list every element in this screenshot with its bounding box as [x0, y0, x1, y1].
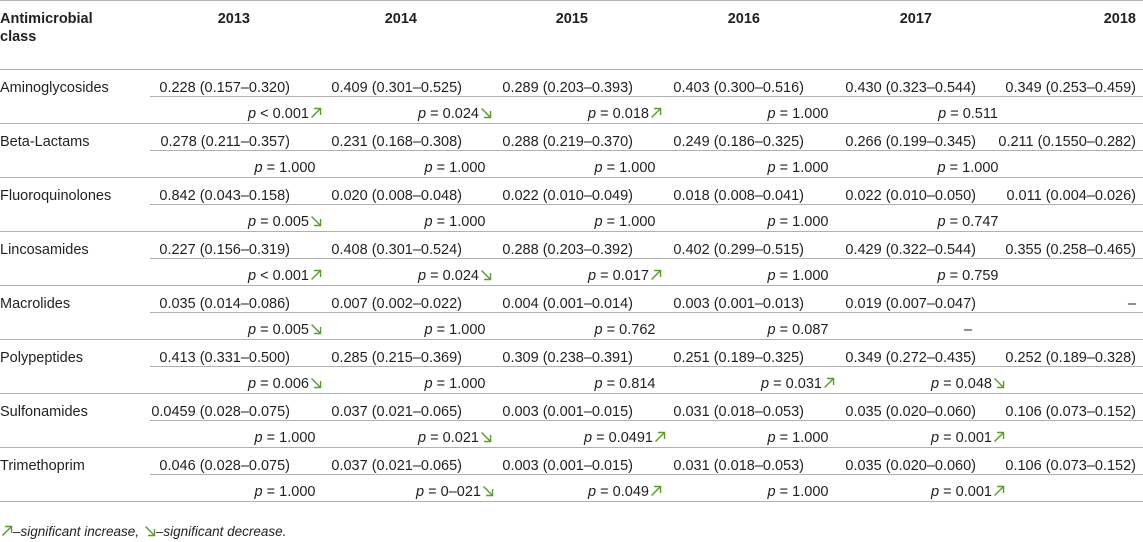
p-value	[768, 321, 829, 339]
p-value	[588, 483, 662, 501]
row-rule-inner	[150, 312, 1143, 313]
p-value	[595, 375, 656, 393]
p-value	[418, 429, 492, 447]
p-value	[588, 267, 662, 285]
p-value	[584, 429, 666, 447]
value-cell: 0.288 (0.219–0.370)	[502, 134, 633, 150]
p-value	[418, 105, 492, 123]
down-arrow-icon	[310, 377, 322, 389]
p-value-text: p = 0.087	[767, 322, 829, 338]
value-cell: 0.037 (0.021–0.065)	[331, 404, 462, 420]
value-cell: 0.289 (0.203–0.393)	[502, 80, 633, 96]
row-rule-inner	[150, 258, 1143, 259]
p-value	[931, 429, 1005, 447]
p-value-text: p = 1.000	[767, 268, 829, 284]
down-arrow-icon	[993, 377, 1005, 389]
p-value-text: p = 1.000	[767, 160, 829, 176]
p-value	[931, 375, 1005, 393]
value-cell: 0.046 (0.028–0.075)	[159, 458, 290, 474]
value-cell: 0.003 (0.001–0.015)	[502, 458, 633, 474]
year-header: 2017	[899, 11, 932, 27]
class-name: Sulfonamides	[0, 404, 88, 420]
row-rule-inner	[150, 96, 1143, 97]
header-rule	[0, 69, 1143, 70]
value-cell: 0.037 (0.021–0.065)	[331, 458, 462, 474]
value-cell: 0.842 (0.043–0.158)	[159, 188, 290, 204]
down-arrow-icon	[480, 269, 492, 281]
value-cell: 0.227 (0.156–0.319)	[159, 242, 290, 258]
p-value	[425, 375, 486, 393]
p-value	[425, 159, 486, 177]
up-arrow-icon	[993, 431, 1005, 443]
class-name: Trimethoprim	[0, 458, 85, 474]
up-arrow-icon	[654, 431, 666, 443]
p-value	[248, 375, 322, 393]
class-name: Macrolides	[0, 296, 71, 312]
value-cell: 0.011 (0.004–0.026)	[1006, 188, 1136, 204]
row-rule-inner	[150, 474, 1143, 475]
value-cell: 0.020 (0.008–0.048)	[331, 188, 462, 204]
value-cell: 0.0459 (0.028–0.075)	[151, 404, 290, 420]
value-cell: 0.266 (0.199–0.345)	[845, 134, 976, 150]
p-value-text: p = 0.017	[588, 268, 649, 284]
year-header: 2014	[384, 11, 417, 27]
p-value	[768, 213, 829, 231]
p-value	[248, 267, 322, 285]
p-value	[938, 213, 999, 231]
top-rule	[0, 0, 1143, 1]
value-cell: 0.106 (0.073–0.152)	[1005, 458, 1136, 474]
p-value	[931, 483, 1005, 501]
p-value	[248, 105, 322, 123]
up-arrow-icon	[0, 524, 13, 539]
p-value	[761, 375, 835, 393]
p-value-text: p = 0.762	[594, 322, 656, 338]
p-value-text: p = 0.018	[588, 106, 649, 122]
p-value	[255, 429, 316, 447]
value-cell: 0.031 (0.018–0.053)	[673, 458, 804, 474]
p-value	[768, 483, 829, 501]
row-rule	[0, 393, 1143, 394]
value-cell: 0.228 (0.157–0.320)	[159, 80, 290, 96]
value-cell: 0.004 (0.001–0.014)	[502, 296, 633, 312]
p-value-text: p = 0.001	[931, 484, 992, 500]
row-rule-inner	[150, 204, 1143, 205]
down-arrow-icon	[482, 485, 494, 497]
p-value-text: p < 0.001	[248, 106, 309, 122]
p-value-text: p = 1.000	[767, 106, 829, 122]
p-value	[416, 483, 494, 501]
p-value-text: p = 0.005	[248, 214, 309, 230]
p-value-text: p = 1.000	[767, 214, 829, 230]
p-value-text: p = 0.049	[588, 484, 649, 500]
down-arrow-icon	[144, 525, 156, 537]
value-cell: 0.035 (0.014–0.086)	[159, 296, 290, 312]
value-cell: 0.409 (0.301–0.525)	[331, 80, 462, 96]
value-cell: 0.211 (0.1550–0.282)	[998, 134, 1136, 150]
p-value-text: p = 1.000	[254, 160, 316, 176]
p-value-text: p = 0–021	[416, 484, 481, 500]
p-value-text: –	[963, 322, 973, 338]
up-arrow-icon	[993, 485, 1005, 497]
up-arrow-icon	[1, 525, 13, 537]
p-value-text: p = 1.000	[424, 376, 486, 392]
p-value	[248, 321, 322, 339]
class-name: Beta-Lactams	[0, 134, 90, 150]
value-cell: –	[1127, 296, 1136, 312]
value-cell: 0.022 (0.010–0.049)	[502, 188, 633, 204]
bottom-rule	[0, 501, 1143, 502]
value-cell: 0.408 (0.301–0.524)	[331, 242, 462, 258]
footnote-decrease: –significant decrease.	[155, 524, 287, 539]
p-value	[255, 159, 316, 177]
value-cell: 0.349 (0.272–0.435)	[845, 350, 976, 366]
p-value-text: p = 0.0491	[584, 430, 653, 446]
p-value	[938, 159, 999, 177]
p-value	[595, 213, 656, 231]
p-value	[938, 105, 998, 123]
header-class-line1: Antimicrobial	[0, 11, 93, 27]
value-cell: 0.288 (0.203–0.392)	[502, 242, 633, 258]
value-cell: 0.031 (0.018–0.053)	[673, 404, 804, 420]
down-arrow-icon	[310, 215, 322, 227]
down-arrow-icon	[480, 107, 492, 119]
p-value	[768, 159, 829, 177]
down-arrow-icon	[480, 431, 492, 443]
p-value	[768, 267, 829, 285]
value-cell: 0.019 (0.007–0.047)	[845, 296, 976, 312]
row-rule	[0, 285, 1143, 286]
down-arrow-icon	[143, 524, 156, 539]
p-value-text: p = 1.000	[424, 160, 486, 176]
header-class-line2: class	[0, 29, 37, 45]
p-value-text: p = 0.006	[248, 376, 309, 392]
p-value-text: p = 0.001	[931, 430, 992, 446]
p-value	[768, 429, 829, 447]
row-rule	[0, 231, 1143, 232]
p-value	[964, 321, 972, 339]
p-value-text: p = 0.814	[594, 376, 656, 392]
year-header: 2018	[1103, 11, 1136, 27]
p-value-text: p = 1.000	[254, 430, 316, 446]
class-name: Polypeptides	[0, 350, 84, 366]
p-value	[418, 267, 492, 285]
p-value-text: p = 0.759	[937, 268, 999, 284]
p-value	[595, 159, 656, 177]
up-arrow-icon	[823, 377, 835, 389]
value-cell: 0.022 (0.010–0.050)	[845, 188, 976, 204]
class-name: Aminoglycosides	[0, 80, 109, 96]
p-value-text: p = 1.000	[424, 214, 486, 230]
row-rule	[0, 339, 1143, 340]
year-header: 2013	[217, 11, 250, 27]
p-value-text: p = 1.000	[937, 160, 999, 176]
class-name: Fluoroquinolones	[0, 188, 112, 204]
up-arrow-icon	[310, 269, 322, 281]
value-cell: 0.035 (0.020–0.060)	[845, 404, 976, 420]
value-cell: 0.007 (0.002–0.022)	[331, 296, 462, 312]
p-value-text: p = 1.000	[424, 322, 486, 338]
p-value-text: p = 1.000	[594, 160, 656, 176]
down-arrow-icon	[310, 323, 322, 335]
p-value	[938, 267, 999, 285]
value-cell: 0.231 (0.168–0.308)	[331, 134, 462, 150]
footnote-increase: –significant increase,	[13, 524, 140, 539]
p-value	[248, 213, 322, 231]
p-value-text: p = 1.000	[767, 484, 829, 500]
value-cell: 0.003 (0.001–0.013)	[673, 296, 804, 312]
p-value	[768, 105, 829, 123]
value-cell: 0.355 (0.258–0.465)	[1005, 242, 1136, 258]
row-rule	[0, 123, 1143, 124]
p-value-text: p = 1.000	[254, 484, 316, 500]
value-cell: 0.106 (0.073–0.152)	[1005, 404, 1136, 420]
value-cell: 0.413 (0.331–0.500)	[159, 350, 290, 366]
value-cell: 0.278 (0.211–0.357)	[160, 134, 290, 150]
row-rule-inner	[150, 366, 1143, 367]
value-cell: 0.349 (0.253–0.459)	[1005, 80, 1136, 96]
value-cell: 0.252 (0.189–0.328)	[1005, 350, 1136, 366]
p-value	[588, 105, 662, 123]
p-value-text: p = 0.511	[938, 106, 998, 122]
up-arrow-icon	[650, 107, 662, 119]
value-cell: 0.309 (0.238–0.391)	[502, 350, 633, 366]
up-arrow-icon	[650, 269, 662, 281]
up-arrow-icon	[650, 485, 662, 497]
value-cell: 0.249 (0.186–0.325)	[673, 134, 804, 150]
p-value-text: p = 1.000	[767, 430, 829, 446]
value-cell: 0.429 (0.322–0.544)	[845, 242, 976, 258]
p-value-text: p = 0.048	[931, 376, 992, 392]
p-value-text: p = 0.021	[418, 430, 479, 446]
year-header: 2015	[555, 11, 588, 27]
year-header: 2016	[727, 11, 760, 27]
value-cell: 0.430 (0.323–0.544)	[845, 80, 976, 96]
p-value	[425, 213, 486, 231]
value-cell: 0.251 (0.189–0.325)	[673, 350, 804, 366]
p-value-text: p = 0.747	[937, 214, 999, 230]
row-rule-inner	[150, 420, 1143, 421]
p-value	[425, 321, 486, 339]
row-rule-inner	[150, 150, 1143, 151]
footnote	[0, 524, 286, 539]
value-cell: 0.403 (0.300–0.516)	[673, 80, 804, 96]
row-rule	[0, 447, 1143, 448]
row-rule	[0, 177, 1143, 178]
class-name: Lincosamides	[0, 242, 89, 258]
p-value	[595, 321, 656, 339]
p-value-text: p = 0.031	[761, 376, 822, 392]
value-cell: 0.402 (0.299–0.515)	[673, 242, 804, 258]
p-value-text: p < 0.001	[248, 268, 309, 284]
value-cell: 0.003 (0.001–0.015)	[502, 404, 633, 420]
p-value	[255, 483, 316, 501]
p-value-text: p = 0.024	[418, 106, 479, 122]
p-value-text: p = 1.000	[594, 214, 656, 230]
p-value-text: p = 0.005	[248, 322, 309, 338]
value-cell: 0.018 (0.008–0.041)	[673, 188, 804, 204]
p-value-text: p = 0.024	[418, 268, 479, 284]
value-cell: 0.035 (0.020–0.060)	[845, 458, 976, 474]
up-arrow-icon	[310, 107, 322, 119]
value-cell: 0.285 (0.215–0.369)	[331, 350, 462, 366]
